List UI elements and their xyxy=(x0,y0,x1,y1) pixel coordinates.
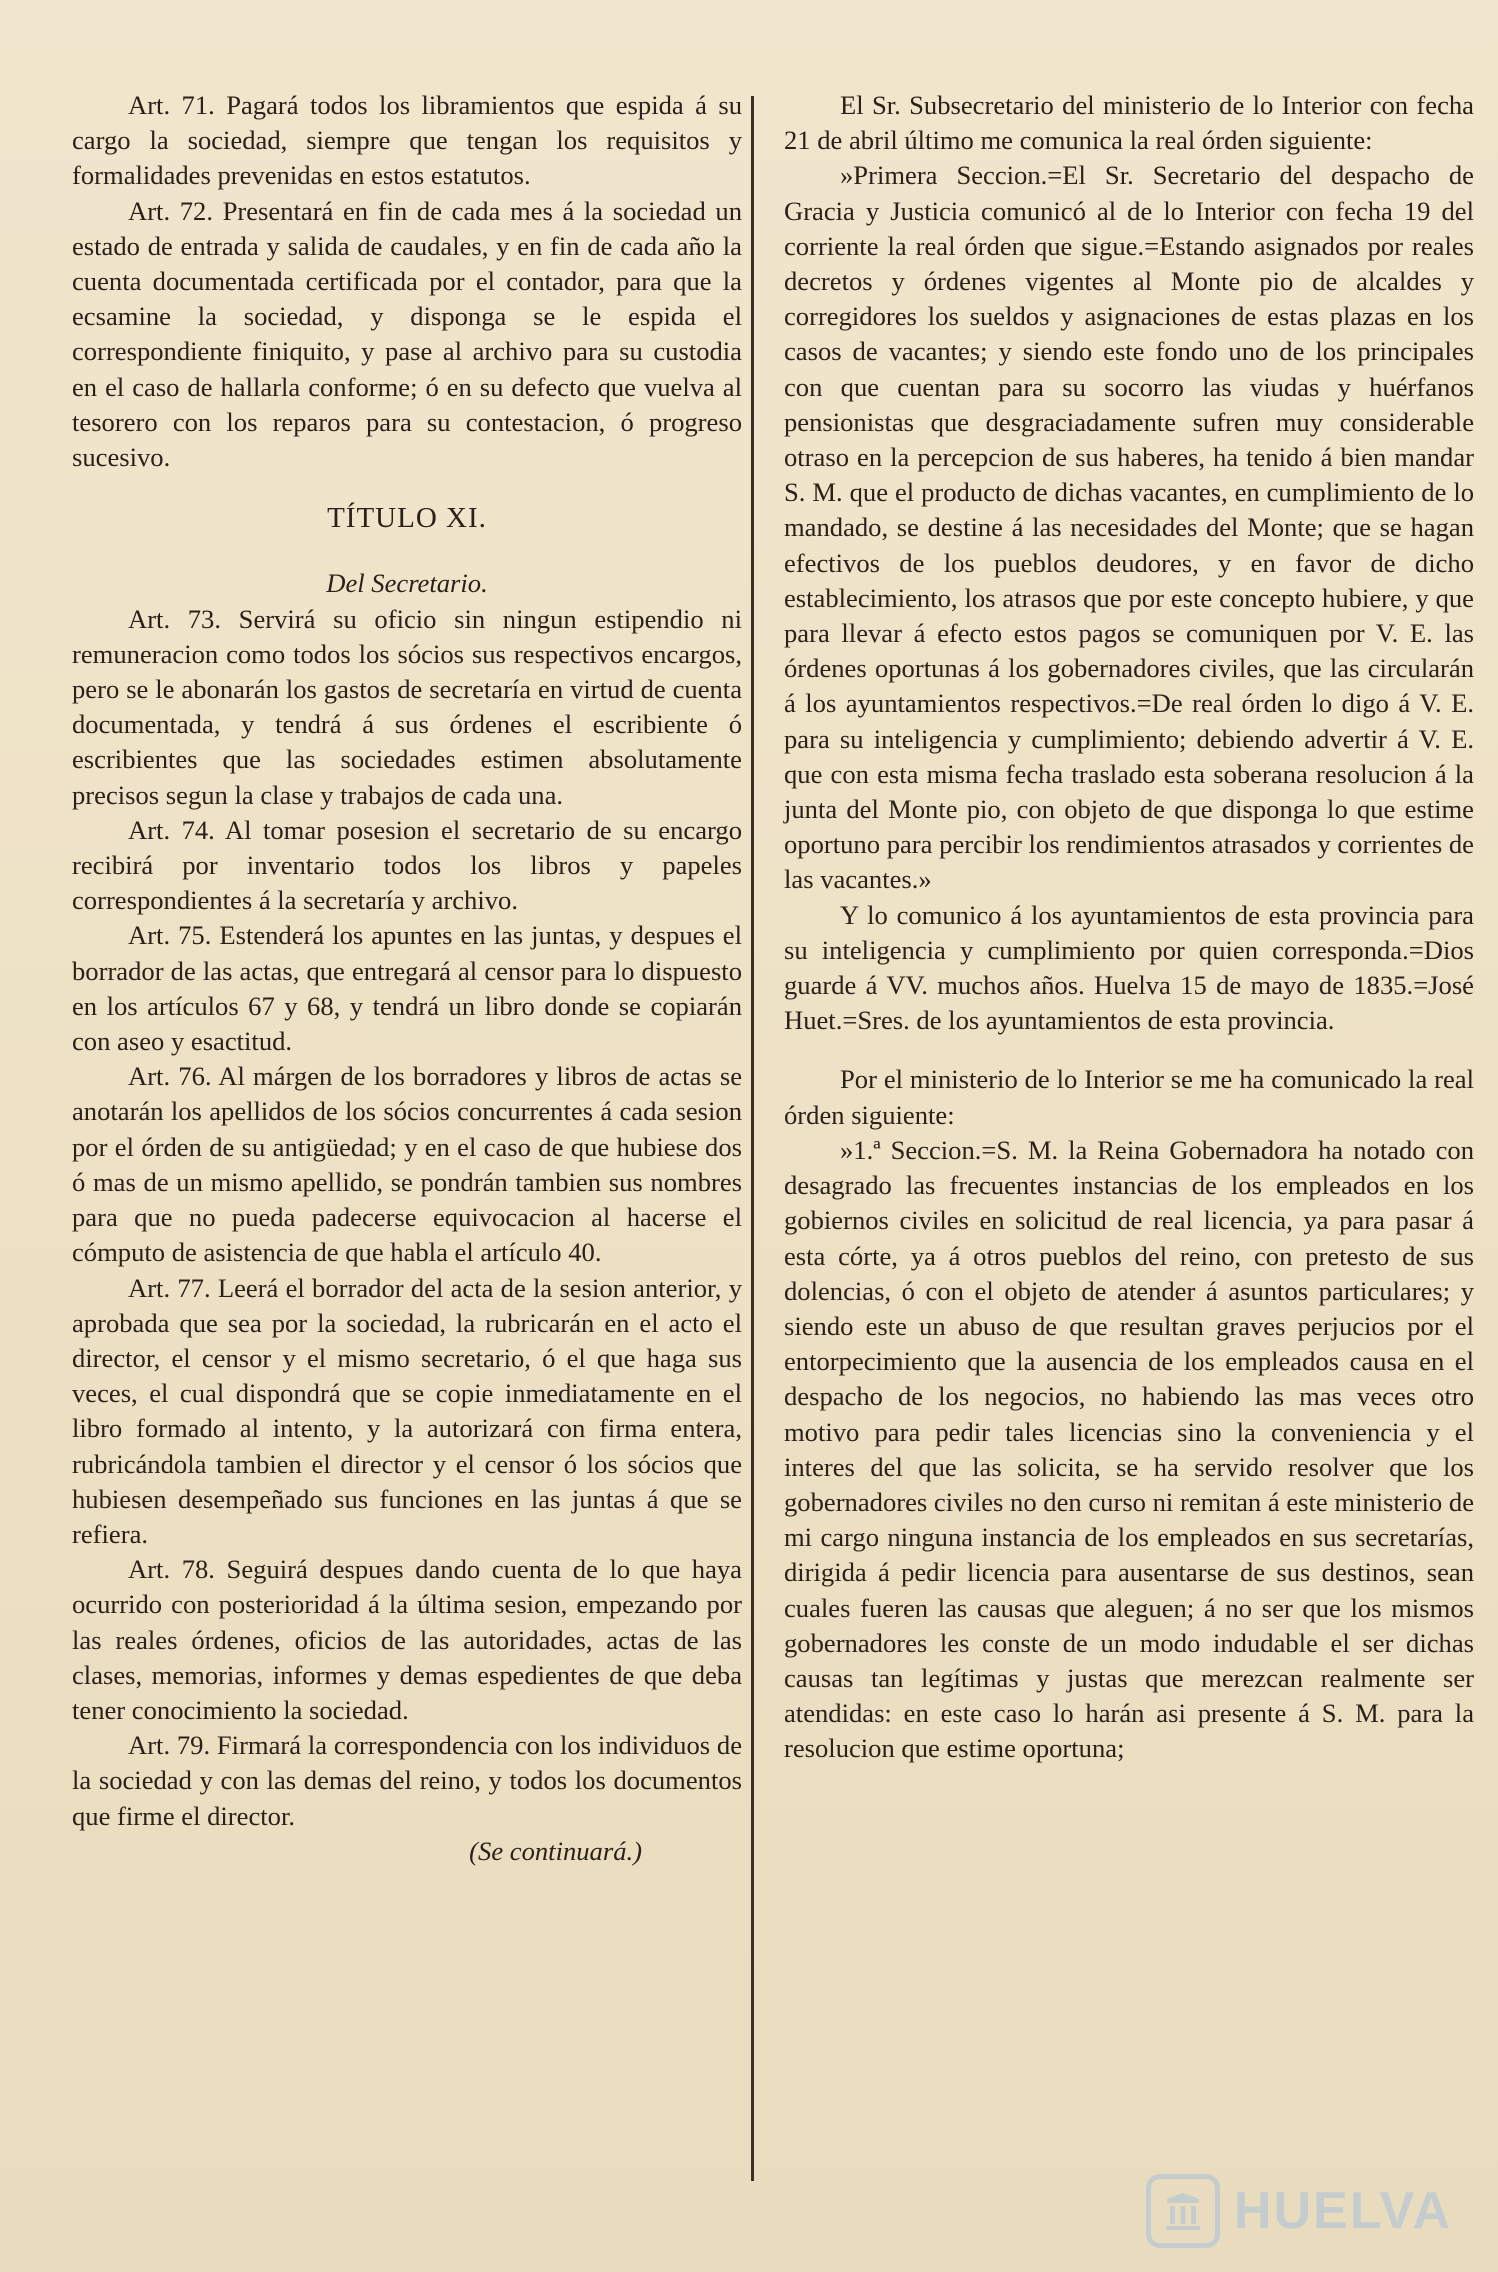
column-divider xyxy=(751,96,754,2181)
royal-order-monte-pio: »Primera Seccion.=El Sr. Secretario del despacho de Gracia y Justicia comunicó al de lo Interior con fecha 19 del corriente la real órden que sigue.=Estando asignados por reales decretos y órdenes vigentes al Monte pio de alcaldes y corregidores los sueldos y asignaciones de estas plazas en los casos de vacantes; y siendo este fondo uno de los principales con que cuentan para su socorro las viudas y huérfanos pensionistas que desgraciadamente sufren muy considerable otraso en la percepcion de sus haberes, ha tenido á bien mandar S. M. que el producto de dichas vacantes, en cumplimiento de lo mandado, se destine á las necesidades del Monte; que se hagan efectivos de los pueblos deudores, y en favor de dicho establecimiento, los atrasos que por este concepto hubiere, y que para llevar á efecto estos pagos se comuniquen por V. E. las órdenes oportunas á los gobernadores civiles, que las circularán á los ayuntamientos respectivos.=De real órden lo digo á V. E. para su inteligencia y cumplimiento; debiendo advertir á V. E. que con esta misma fecha traslado esta soberana resolucion á la junta del Monte pio, con objeto de que disponga lo que estime oportuno para percibir los rendimientos atrasados y corrientes de las vacantes.» xyxy=(784,160,1474,895)
right-column xyxy=(784,88,1474,1767)
article-73: Art. 73. Servirá su oficio sin ningun estipendio ni remuneracion como todos los sócios sus respectivos encargos, pero se le abonarán los gastos de secretaría en virtud de cuenta documentada, y tendrá á sus órdenes el escribiente ó escribientes que las sociedades estimen absolutamente precisos segun la clase y trabajos de cada una. xyxy=(72,603,742,810)
article-74: Art. 74. Al tomar posesion el secretario de su encargo recibirá por inventario todos los libros y papeles correspondientes á la secretaría y archivo. xyxy=(72,814,742,916)
article-77: Art. 77. Leerá el borrador del acta de la sesion anterior, y aprobada que sea por la sociedad, la rubricarán en el acto el director, el censor y el mismo secretario, ó el que haga sus veces, el cual dispondrá que se copie inmediatamente en el libro formado al intento, y la autorizará con firma entera, rubricándola tambien el director y el censor ó los sócios que hubiesen desempeñado sus funciones en las juntas á que se refiera. xyxy=(72,1272,742,1549)
watermark-text: HUELVA xyxy=(1233,2182,1452,2240)
continuation-note: (Se continuará.) xyxy=(469,1835,642,1866)
notice-signature: Y lo comunico á los ayuntamientos de esta provincia para su inteligencia y cumplimiento por quien corresponda.=Dios guarde á VV. muchos años. Huelva 15 de mayo de 1835.=José Huet.=Sres. de los ayuntamientos de esta provincia. xyxy=(784,899,1474,1036)
article-71: Art. 71. Pagará todos los libramientos que espida á su cargo la sociedad, siempre que tengan los requisitos y formalidades prevenidas en estos estatutos. xyxy=(72,90,742,191)
article-76: Art. 76. Al márgen de los borradores y libros de actas se anotarán los apellidos de los sócios concurrentes á cada sesion por el órden de su antigüedad; y en el caso de que hubiese dos ó mas de un mismo apellido, se pondrán tambien sus nombres para que no pueda padecerse equivocacion al hacerse el cómputo de asistencia de que habla el artículo 40. xyxy=(72,1061,742,1268)
article-72: Art. 72. Presentará en fin de cada mes á la sociedad un estado de entrada y salida de caudales, y en fin de cada año la cuenta documentada certificada por el contador, para que la ecsamine la sociedad, y disponga se le espida el correspondiente finiquito, y pase al archivo para su custodia en el caso de hallarla conforme; ó en su defecto que vuelva al tesorero con los reparos para su contestacion, ó progreso sucesivo. xyxy=(72,195,742,473)
second-notice-intro: Por el ministerio de lo Interior se me ha comunicado la real órden siguiente: xyxy=(784,1064,1474,1130)
article-75: Art. 75. Estenderá los apuntes en las juntas, y despues el borrador de las actas, que entregará al censor para lo dispuesto en los artículos 67 y 68, y tendrá un libro donde se copiarán con aseo y esactitud. xyxy=(72,920,742,1057)
section-title: TÍTULO XI. xyxy=(327,502,487,535)
left-column xyxy=(72,88,742,1869)
royal-order-licenses: »1.ª Seccion.=S. M. la Reina Gobernadora ha notado con desagrado las frecuentes instancias de los empleados en los gobiernos civiles en solicitud de real licencia, ya para pasar á esta córte, ya á otros pueblos del reino, con pretesto de sus dolencias, ó con el objeto de atender á asuntos particulares; y siendo este un abuso de que resultan graves perjucios por el entorpecimiento que la ausencia de los empleados causa en el despacho de los negocios, no habiendo las mas veces otro motivo para pedir tales licencias sino la conveniencia y el interes del que las solicita, se ha servido resolver que los gobernadores civiles no den curso ni remitan á este ministerio de mi cargo ninguna instancia de los empleados en sus secretarías, dirigida á pedir licencia para ausentarse de sus destinos, sean cuales fueren las causas que aleguen; á no ser que los mismos gobernadores les conste de un modo indudable el ser dichas causas tan legítimas y justas que merezcan realmente ser atendidas: en este caso lo harán asi presente á S. M. para la resolucion que estime oportuna; xyxy=(784,1134,1474,1764)
library-seal-icon xyxy=(1146,2174,1220,2248)
section-subtitle: Del Secretario. xyxy=(326,568,488,599)
paragraph-gap xyxy=(784,1038,1474,1062)
watermark xyxy=(1146,2174,1452,2248)
article-79: Art. 79. Firmará la correspondencia con los individuos de la sociedad y con las demas del reino, y todos los documentos que firme el director. xyxy=(72,1730,742,1831)
article-78: Art. 78. Seguirá despues dando cuenta de lo que haya ocurrido con posterioridad á la última sesion, empezando por las reales órdenes, oficios de las autoridades, actas de las clases, memorias, informes y demas espedientes de que deba tener conocimiento la sociedad. xyxy=(72,1554,742,1725)
notice-intro: El Sr. Subsecretario del ministerio de lo Interior con fecha 21 de abril último me comunica la real órden siguiente: xyxy=(784,90,1474,156)
